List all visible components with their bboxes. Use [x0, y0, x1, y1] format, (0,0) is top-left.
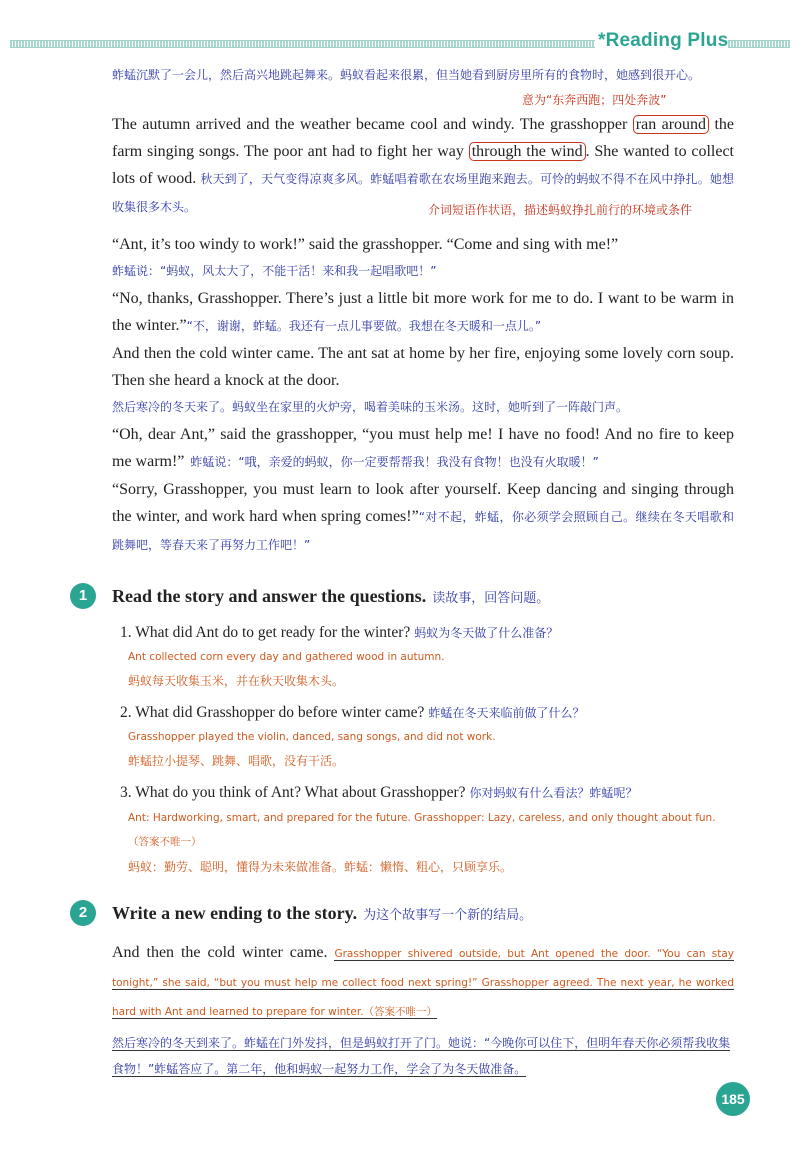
story-paragraph-4-cn: 然后寒冷的冬天来了。蚂蚁坐在家里的火炉旁，喝着美味的玉米汤。这时，她听到了一阵敲门声。 [112, 400, 629, 414]
header-rule-right [728, 40, 790, 48]
p1-cn: 秋天到了，天气变得凉爽多风。蚱蜢唱着歌在农场里跑来跑去。可怜的蚂蚁不得不在风中挣扎。她想收集很多木头。 [112, 172, 734, 214]
question-1-cn: 蚂蚁为冬天做了什么准备？ [414, 626, 559, 640]
question-3-en: 3. What do you think of Ant? What about Grasshopper? [120, 784, 466, 801]
note-row-through-wind [112, 203, 734, 221]
note-ran-around: 意为“东奔西跑；四处奔波” [522, 93, 667, 107]
header-title: *Reading Plus [598, 30, 729, 51]
question-1-en: 1. What did Ant do to get ready for the winter? [120, 624, 411, 641]
section-1-title-en: Read the story and answer the questions. [112, 586, 427, 606]
section-2-title-en: Write a new ending to the story. [112, 903, 358, 923]
answer-3 [112, 806, 734, 880]
answer-3-en: Ant: Hardworking, smart, and prepared for the future. Grasshopper: Lazy, careless, and only thought about fun.（答案不唯一） [128, 812, 716, 848]
page-number: 185 [716, 1082, 750, 1116]
story-paragraph-6 [112, 476, 734, 559]
answer-1 [112, 646, 734, 694]
story-paragraph-4: And then the cold winter came. The ant sat at home by her fire, enjoying some lovely corn soup. Then she heard a knock at the door. [112, 345, 734, 389]
story-paragraph-5 [112, 421, 734, 476]
section-1-title-cn: 读故事，回答问题。 [432, 591, 550, 606]
section-1-title [112, 581, 734, 614]
p6-en: “Sorry, Grasshopper, you must learn to look after yourself. Keep dancing and singing through the winter, and work hard when spring comes!” [112, 481, 734, 525]
p6-cn: “对不起，蚱蜢，你必须学会照顾自己。继续在冬天唱歌和跳舞吧，等春天来了再努力工作吧！” [112, 510, 734, 552]
p5-cn: 蚱蜢说：“哦，亲爱的蚂蚁，你一定要帮帮我！我没有食物！也没有火取暖！” [190, 455, 599, 469]
ending-prompt: And then the cold winter came. [112, 944, 328, 961]
question-1 [112, 620, 734, 646]
header-rule [10, 40, 595, 48]
question-3-cn: 你对蚂蚁有什么看法？蚱蜢呢？ [469, 786, 638, 800]
section-1 [78, 581, 734, 880]
story-paragraph-2: “Ant, it’s too windy to work!” said the grasshopper. “Come and sing with me!” [112, 236, 619, 253]
ending-answer-en: Grasshopper shivered outside, but Ant opened the door. “You can stay tonight,” she said, “but you must help me collect food next spring!” Grasshopper agreed. The next year, he worked hard with Ant and learned to prepare for winter.（答案不唯一） [112, 948, 735, 1018]
ending-paragraph [112, 939, 734, 1026]
circled-ran-around: ran around [633, 115, 709, 134]
answer-2-cn: 蚱蜢拉小提琴、跳舞、唱歌，没有干活。 [128, 754, 345, 768]
p1-text-1: The autumn arrived and the weather became cool and windy. The grasshopper [112, 116, 633, 133]
p1-text-2: the farm singing songs. The poor ant had to fight her way [112, 116, 735, 160]
story-paragraph-2-cn: 蚱蜢说：“蚂蚁，风太大了，不能干活！来和我一起唱歌吧！” [112, 264, 437, 278]
story-cn-intro: 蚱蜢沉默了一会儿，然后高兴地跳起舞来。蚂蚁看起来很累，但当她看到厨房里所有的食物时，她感到很开心。 [112, 68, 701, 82]
answer-3-cn: 蚂蚁：勤劳、聪明，懂得为未来做准备。蚱蜢：懒惰、粗心，只顾享乐。 [128, 860, 513, 874]
answer-2 [112, 726, 734, 774]
circled-through-the-wind: through the wind [469, 142, 586, 161]
answer-1-en: Ant collected corn every day and gathered wood in autumn. [128, 651, 445, 663]
note-row-ran-around [112, 89, 734, 111]
page-content [78, 62, 735, 1082]
section-2-title-cn: 为这个故事写一个新的结局。 [363, 908, 533, 923]
answer-1-cn: 蚂蚁每天收集玉米，并在秋天收集木头。 [128, 674, 345, 688]
story-paragraph-3 [112, 285, 734, 340]
ending-answer-cn [112, 1030, 734, 1082]
p5-en: “Oh, dear Ant,” said the grasshopper, “you must help me! I have no food! And no fire to keep me warm!” [112, 426, 734, 470]
section-2-number: 2 [70, 900, 96, 926]
section-2-title [112, 898, 734, 931]
section-2 [78, 898, 735, 1082]
answer-2-en: Grasshopper played the violin, danced, sang songs, and did not work. [128, 731, 496, 743]
question-2 [112, 700, 734, 726]
p3-en: “No, thanks, Grasshopper. There’s just a little bit more work for me to do. I want to be warm in the winter.” [112, 290, 734, 334]
question-2-cn: 蚱蜢在冬天来临前做了什么？ [428, 706, 585, 720]
ending-answer-cn-text: 然后寒冷的冬天到来了。蚱蜢在门外发抖，但是蚂蚁打开了门。她说：“今晚你可以住下，但明年春天你必须帮我收集食物！”蚱蜢答应了。第二年，他和蚂蚁一起努力工作，学会了为冬天做准备。 [112, 1036, 731, 1076]
question-2-en: 2. What did Grasshopper do before winter came? [120, 704, 425, 721]
section-1-number: 1 [70, 583, 96, 609]
question-3 [112, 780, 734, 806]
p3-cn: “不，谢谢，蚱蜢。我还有一点儿事要做。我想在冬天暖和一点儿。” [186, 319, 542, 333]
note-through-wind: 介词短语作状语，描述蚂蚁挣扎前行的环境或条件 [428, 203, 693, 217]
p1-text-3: . She wanted to collect lots of wood. [112, 143, 734, 187]
